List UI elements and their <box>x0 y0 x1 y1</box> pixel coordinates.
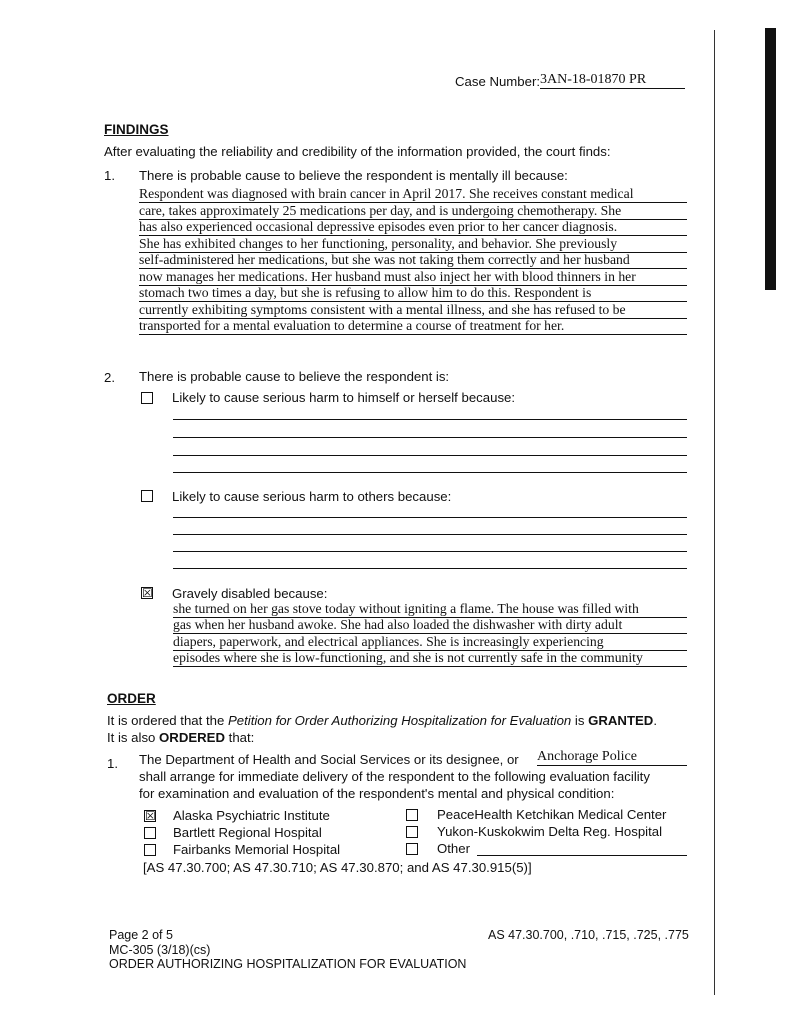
facility-label-bartlett: Bartlett Regional Hospital <box>173 825 322 840</box>
gravely-disabled-checkbox[interactable]: ☒ <box>142 586 153 600</box>
harm-self-checkbox[interactable] <box>141 392 153 404</box>
yukon-checkbox[interactable] <box>406 826 418 838</box>
order-line1-mid: is <box>571 713 589 728</box>
blank-line <box>173 517 687 518</box>
findings-item2-text: There is probable cause to believe the respondent is: <box>139 369 450 384</box>
gravely-disabled-label: Gravely disabled because: <box>172 586 328 601</box>
form-title: ORDER AUTHORIZING HOSPITALIZATION FOR EVALUATION <box>109 957 467 971</box>
order-line1-pre: It is ordered that the <box>107 713 228 728</box>
findings-intro: After evaluating the reliability and credibility of the information provided, the court finds: <box>104 144 611 159</box>
form-number: MC-305 (3/18)(cs) <box>109 943 211 957</box>
findings-item2-number: 2. <box>104 370 115 385</box>
order-ordered-line <box>107 730 254 745</box>
narrative-line: she turned on her gas stove today without igniting a flame. The house was filled with <box>173 601 687 618</box>
order-heading: ORDER <box>107 691 156 706</box>
order-line2-pre: It is also <box>107 730 160 745</box>
narrative-line: diapers, paperwork, and electrical appliances. She is increasingly experiencing <box>173 634 687 651</box>
findings-item1-number: 1. <box>104 168 115 183</box>
facility-label-other: Other <box>437 841 470 856</box>
narrative-line: care, takes approximately 25 medications per day, and is undergoing chemotherapy. She <box>139 203 687 220</box>
order-statutes: [AS 47.30.700; AS 47.30.710; AS 47.30.870; and AS 47.30.915(5)] <box>143 860 532 875</box>
designee-field: Anchorage Police <box>537 749 687 766</box>
blank-line <box>173 534 687 535</box>
narrative-line: gas when her husband awoke. She had also loaded the dishwasher with dirty adult <box>173 617 687 634</box>
other-checkbox[interactable] <box>406 843 418 855</box>
blank-line <box>173 568 687 569</box>
granted-text: GRANTED <box>588 713 654 728</box>
blank-line <box>173 419 687 420</box>
other-blank-line <box>477 855 687 856</box>
order-item1-line3: for examination and evaluation of the respondent's mental and physical condition: <box>139 786 615 801</box>
order-item1-line2: shall arrange for immediate delivery of the respondent to the following evaluation facility <box>139 769 650 784</box>
facility-label-ketchikan: PeaceHealth Ketchikan Medical Center <box>437 807 667 822</box>
order-item1-text: The Department of Health and Social Services or its designee, or <box>139 752 519 767</box>
fairbanks-checkbox[interactable] <box>144 844 156 856</box>
findings-item1-text: There is probable cause to believe the respondent is mentally ill because: <box>139 168 568 183</box>
footer-statutes: AS 47.30.700, .710, .715, .725, .775 <box>488 928 689 942</box>
blank-line <box>173 455 687 456</box>
harm-self-label: Likely to cause serious harm to himself or herself because: <box>172 390 516 405</box>
narrative-line: She has exhibited changes to her functioning, personality, and behavior. She previously <box>139 236 687 253</box>
facility-label-api: Alaska Psychiatric Institute <box>173 808 330 823</box>
harm-others-label: Likely to cause serious harm to others because: <box>172 489 452 504</box>
narrative-line: episodes where she is low-functioning, and she is not currently safe in the community <box>173 650 687 667</box>
narrative-line: now manages her medications. Her husband must also inject her with blood thinners in her <box>139 269 687 286</box>
narrative-line: Respondent was diagnosed with brain cancer in April 2017. She receives constant medical <box>139 186 687 203</box>
petition-title: Petition for Order Authorizing Hospitalization for Evaluation <box>227 713 572 728</box>
scan-edge-bar <box>765 28 776 290</box>
ordered-text: ORDERED <box>159 730 225 745</box>
page-number: Page 2 of 5 <box>109 928 173 942</box>
blank-line <box>173 551 687 552</box>
case-number-label: Case Number: <box>455 74 541 89</box>
bartlett-checkbox[interactable] <box>144 827 156 839</box>
case-number-value: 3AN-18-01870 PR <box>540 72 685 89</box>
order-line2-end: that: <box>225 730 255 745</box>
narrative-line: transported for a mental evaluation to determine a course of treatment for her. <box>139 318 687 335</box>
narrative-line: has also experienced occasional depressive episodes even prior to her cancer diagnosis. <box>139 219 687 236</box>
blank-line <box>173 437 687 438</box>
order-line1-end: . <box>653 713 658 728</box>
findings-heading: FINDINGS <box>104 122 169 137</box>
api-checkbox[interactable]: ☒ <box>145 809 156 823</box>
narrative-line: currently exhibiting symptoms consistent with a mental illness, and she has refused to be <box>139 302 687 319</box>
narrative-line: stomach two times a day, but she is refusing to allow him to do this. Respondent is <box>139 285 687 302</box>
narrative-line: self-administered her medications, but she was not taking them correctly and her husband <box>139 252 687 269</box>
blank-line <box>173 472 687 473</box>
order-granted-line <box>107 713 657 728</box>
harm-others-checkbox[interactable] <box>141 490 153 502</box>
ketchikan-checkbox[interactable] <box>406 809 418 821</box>
facility-label-fairbanks: Fairbanks Memorial Hospital <box>173 842 341 857</box>
order-item1-number: 1. <box>107 756 118 771</box>
page-margin-line <box>714 30 715 995</box>
facility-label-yukon: Yukon-Kuskokwim Delta Reg. Hospital <box>437 824 663 839</box>
